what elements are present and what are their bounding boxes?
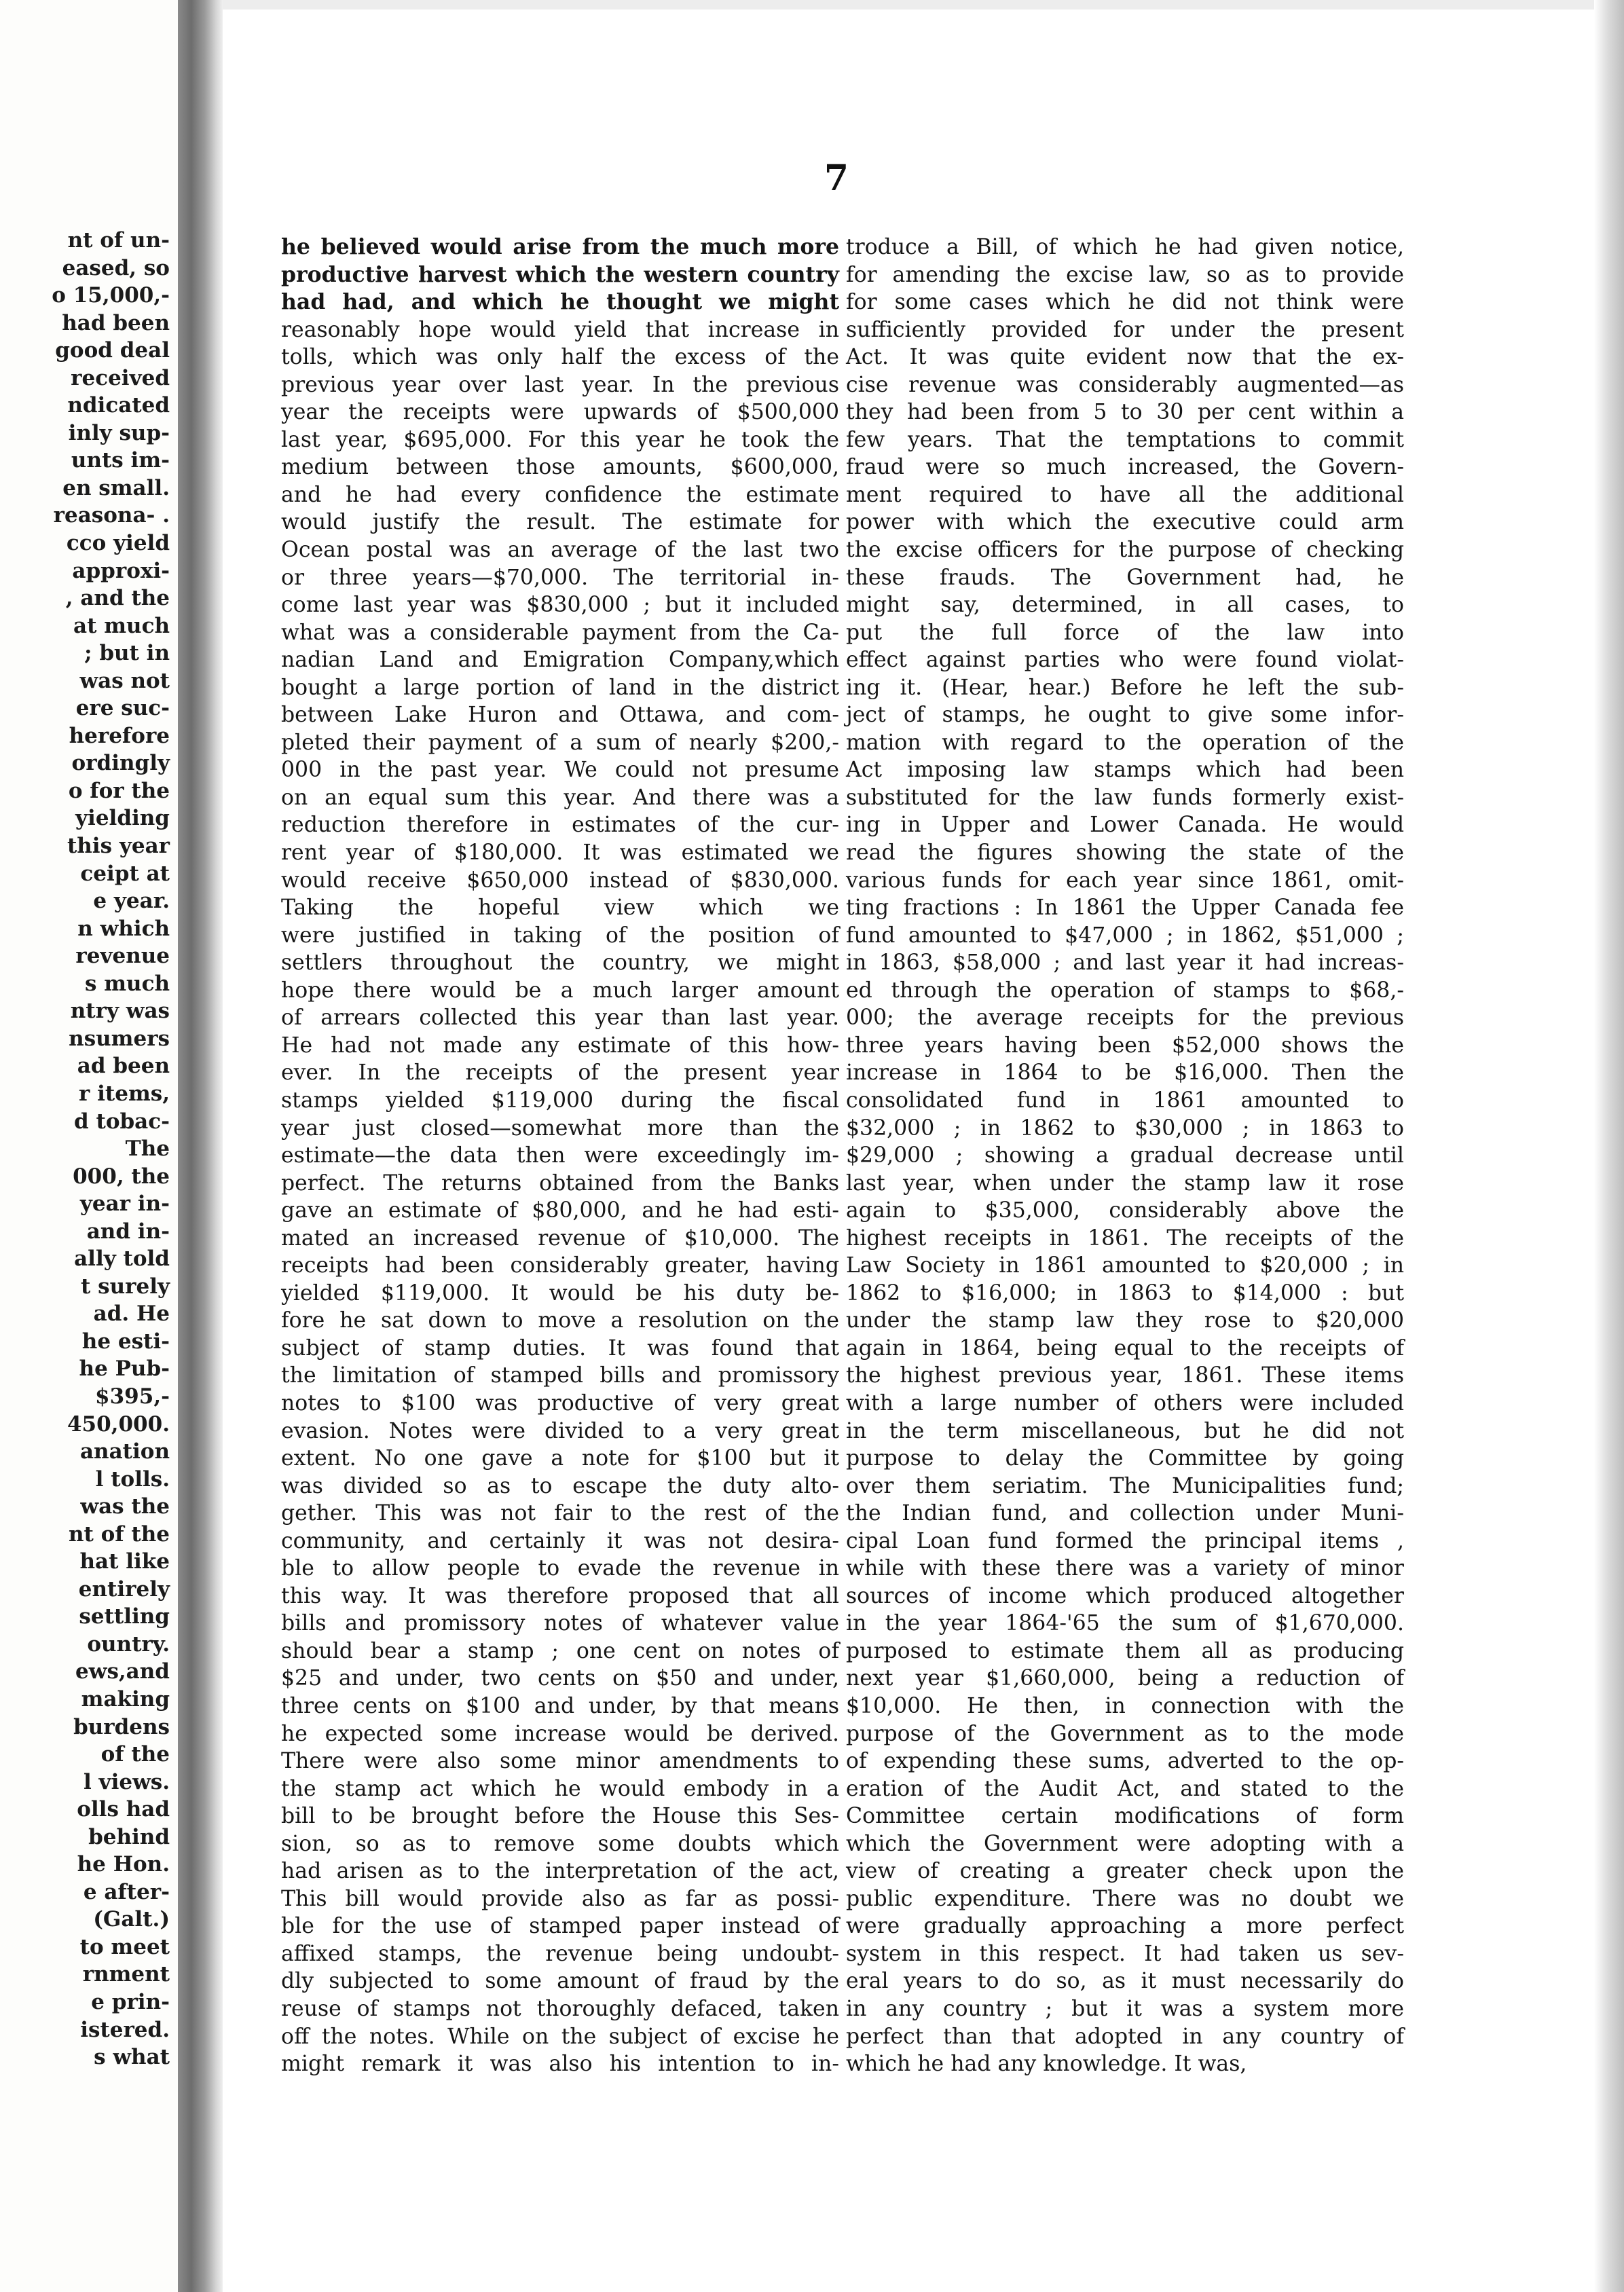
text-line: under the stamp law they rose to $20,000 [846,1308,1404,1333]
fragment-line: this year [67,834,170,859]
fragment-line: he esti- [81,1329,170,1354]
text-line: evasion. Notes were divided to a very great [281,1418,839,1443]
fragment-line: cco yield [66,531,170,556]
text-line: sufficiently provided for under the present [846,317,1404,342]
text-line: view of creating a greater check upon the [846,1859,1404,1884]
fragment-line: s much [85,971,170,996]
fragment-line: nsumers [69,1026,170,1051]
text-line: had arisen as to the interpretation of the act, [281,1859,839,1884]
fragment-line: 450,000. [67,1411,170,1437]
fragment-line: n which [77,916,170,941]
fragment-line: ntry was [70,999,170,1024]
book-gutter [178,0,223,2292]
text-line: with a large number of others were included [846,1390,1404,1416]
text-line: next year $1,660,000, being a reduction of [846,1666,1404,1691]
text-line: come last year was $830,000 ; but it included [281,593,839,618]
text-line: hope there would be a much larger amount [281,978,839,1003]
text-line: bought a large portion of land in the district [281,675,839,700]
text-line: 000; the average receipts for the previous [846,1005,1404,1031]
fragment-line: he Pub- [79,1356,170,1382]
text-line: ject of stamps, he ought to give some infor- [846,703,1404,728]
text-line: increase in 1864 to be $16,000. Then the [846,1060,1404,1086]
text-line: in the year 1864-'65 the sum of $1,670,000. [846,1611,1404,1636]
text-line: Taking the hopeful view which we [281,895,839,921]
fragment-line: revenue [75,944,170,969]
text-line: yielded $119,000. It would be his duty be- [281,1280,839,1306]
text-line: estimate—the data then were exceedingly im- [281,1143,839,1168]
fragment-line: $395,- [95,1384,170,1409]
fragment-line: making [81,1686,170,1712]
fragment-line: entirely [78,1576,170,1602]
fragment-line: burdens [73,1714,170,1739]
fragment-line: rnment [82,1962,170,1987]
text-line: nadian Land and Emigration Company,which [281,648,839,673]
fragment-line: herefore [69,723,170,748]
fragment-line: ere suc- [75,696,170,721]
fragment-line: received [71,365,170,390]
fragment-line: ceipt at [80,861,170,886]
text-line: the stamp act which he would embody in a [281,1776,839,1801]
text-line: purposed to estimate them all as producing [846,1638,1404,1663]
text-line: extent. No one gave a note for $100 but it [281,1446,839,1471]
text-line: gether. This was not fair to the rest of the [281,1501,839,1526]
text-line: these frauds. The Government had, he [846,565,1404,590]
text-line: $25 and under, two cents on $50 and under, [281,1666,839,1691]
text-line: again in 1864, being equal to the receipts of [846,1335,1404,1361]
fragment-line: ountry. [87,1631,170,1657]
fragment-line: eased, so [62,255,170,280]
text-line: bills and promissory notes of whatever value [281,1611,839,1636]
text-line: productive harvest which the western country [281,261,839,287]
text-line: he believed would arise from the much more [281,234,839,259]
text-line: troduce a Bill, of which he had given notice, [846,235,1404,259]
fragment-line: The [125,1136,170,1162]
text-line: medium between those amounts, $600,000, [281,455,839,480]
text-line: purpose to delay the Committee by going [846,1446,1404,1471]
text-line: should bear a stamp ; one cent on notes of [281,1638,839,1663]
text-line: which he had any knowledge. It was, [846,2052,1247,2077]
text-line: substituted for the law funds formerly exist- [846,785,1404,810]
text-line: sources of income which produced altogether [846,1583,1404,1608]
text-line: the limitation of stamped bills and promissory [281,1363,839,1388]
text-line: ed through the operation of stamps to $68,- [846,978,1404,1003]
text-line: highest receipts in 1861. The receipts of the [846,1225,1404,1251]
text-line: three cents on $100 and under, by that means [281,1693,839,1718]
text-line: power with which the executive could arm [846,510,1404,535]
text-line: he expected some increase would be derived. [281,1721,839,1746]
text-line: might say, determined, in all cases, to [846,593,1404,618]
text-line: again to $35,000, considerably above the [846,1198,1404,1223]
fragment-line: and in- [86,1219,170,1244]
text-line: year the receipts were upwards of $500,000 [281,400,839,425]
fragment-line: anation [79,1439,170,1464]
page-number: 7 [824,158,849,199]
text-line: cipal Loan fund formed the principal items , [846,1528,1404,1553]
text-line: mation with regard to the operation of the [846,730,1404,755]
text-line: would justify the result. The estimate for [281,510,839,535]
fragment-line: l tolls. [95,1466,170,1492]
fragment-line: at much [73,613,170,638]
text-line: three years having been $52,000 shows the [846,1033,1404,1058]
fragment-line: nt of un- [67,228,170,253]
text-line: ing in Upper and Lower Canada. He would [846,813,1404,838]
text-line: this way. It was therefore proposed that all [281,1583,839,1608]
text-line: the Indian fund, and collection under Muni- [846,1501,1404,1526]
text-line: pleted their payment of a sum of nearly $200,- [281,730,839,755]
text-line: $29,000 ; showing a gradual decrease until [846,1143,1404,1168]
text-column-right [846,234,1404,2078]
scan-edge-right [1594,0,1624,2292]
fragment-line: nt of the [68,1521,170,1547]
fragment-line: r items, [79,1081,170,1106]
text-line: what was a considerable payment from the Ca- [281,620,839,645]
fragment-line: unts im- [71,448,170,473]
text-line: effect against parties who were found violat- [846,648,1404,673]
text-line: fraud were so much increased, the Govern- [846,455,1404,480]
text-line: and he had every confidence the estimate [281,482,839,507]
text-line: ing it. (Hear, hear.) Before he left the sub- [846,675,1404,700]
text-line: off the notes. While on the subject of excise he [281,2024,839,2049]
text-line: fore he sat down to move a resolution on the [281,1308,839,1333]
text-line: stamps yielded $119,000 during the fiscal [281,1088,839,1113]
fragment-line: ews,and [75,1659,170,1684]
text-line: in the term miscellaneous, but he did not [846,1418,1404,1443]
text-line: $32,000 ; in 1862 to $30,000 ; in 1863 to [846,1115,1404,1141]
fragment-line: l views. [83,1769,170,1794]
text-line: of expending these sums, adverted to the op- [846,1749,1404,1774]
text-line: was divided so as to escape the duty alto- [281,1473,839,1498]
text-line: for some cases which he did not think were [846,290,1404,315]
fragment-line: hat like [79,1549,170,1574]
text-line: perfect. The returns obtained from the Banks [281,1170,839,1196]
fragment-line: was not [79,668,170,693]
text-line: had had, and which he thought we might [281,289,839,315]
text-line: consolidated fund in 1861 amounted to [846,1088,1404,1113]
fragment-line: e year. [93,889,170,914]
text-line: reasonably hope would yield that increase in [281,317,839,342]
text-line: last year, $695,000. For this year he took the [281,427,839,452]
text-line: the highest previous year, 1861. These items [846,1363,1404,1388]
fragment-line: s what [94,2045,170,2070]
text-line: tolls, which was only half the excess of the [281,345,839,370]
text-line: reuse of stamps not thoroughly defaced, taken [281,1997,839,2021]
text-line: eration of the Audit Act, and stated to the [846,1776,1404,1801]
text-line: or three years—$70,000. The territorial in- [281,565,839,590]
text-line: eral years to do so, as it must necessarily do [846,1969,1404,1994]
text-line: they had been from 5 to 30 per cent within a [846,400,1404,425]
text-line: year just closed—somewhat more than the [281,1115,839,1141]
fragment-line: inly sup- [68,420,170,445]
text-line: receipts had been considerably greater, having [281,1253,839,1278]
fragment-line: olls had [77,1797,170,1822]
text-line: He had not made any estimate of this how- [281,1033,839,1058]
fragment-line: reasona- . [53,503,170,528]
text-line: for amending the excise law, so as to provide [846,262,1404,287]
fragment-line: ally told [74,1246,170,1272]
text-line: dly subjected to some amount of fraud by the [281,1969,839,1994]
text-line: ble for the use of stamped paper instead of [281,1914,839,1939]
text-line: gave an estimate of $80,000, and he had esti- [281,1198,839,1223]
text-line: rent year of $180,000. It was estimated we [281,840,839,866]
text-line: notes to $100 was productive of very great [281,1390,839,1416]
fragment-line: ad been [77,1054,170,1079]
text-line: This bill would provide also as far as possi- [281,1886,839,1911]
text-line: Committee certain modifications of form [846,1804,1404,1829]
fragment-line: ; but in [84,641,170,666]
text-line: of arrears collected this year than last year. [281,1005,839,1031]
fragment-line: to meet [79,1934,170,1959]
text-line: mated an increased revenue of $10,000. The [281,1225,839,1251]
fragment-line: e prin- [91,1990,170,2014]
text-line: public expenditure. There was no doubt we [846,1886,1404,1911]
scan-edge-top [0,0,1624,10]
fragment-line: (Galt.) [93,1907,170,1932]
text-line: perfect than that adopted in any country of [846,2024,1404,2049]
text-line: affixed stamps, the revenue being undoubt- [281,1941,839,1966]
text-line: 000 in the past year. We could not presume [281,758,839,783]
text-line: fund amounted to $47,000 ; in 1862, $51,000 ; [846,923,1404,948]
text-line: community, and certainly it was not desira- [281,1528,839,1553]
fragment-line: t surely [81,1274,170,1299]
fragment-line: istered. [80,2017,170,2042]
text-line: There were also some minor amendments to [281,1749,839,1774]
fragment-line: year in- [79,1191,170,1217]
text-line: purpose of the Government as to the mode [846,1721,1404,1746]
text-line: were justified in taking of the position of [281,923,839,948]
fragment-line: approxi- [72,558,170,583]
text-line: system in this respect. It had taken us sev- [846,1941,1404,1966]
text-line: ting fractions : In 1861 the Upper Canada fee [846,895,1404,921]
text-line: sion, so as to remove some doubts which [281,1831,839,1856]
text-line: which the Government were adopting with a [846,1831,1404,1856]
text-line: on an equal sum this year. And there was a [281,785,839,810]
facing-page-fragment [0,0,178,2292]
fragment-line: o for the [68,778,170,803]
text-line: last year, when under the stamp law it rose [846,1170,1404,1196]
text-line: the excise officers for the purpose of checking [846,538,1404,563]
text-line: various funds for each year since 1861, omit- [846,868,1404,893]
fragment-line: of the [100,1742,170,1767]
text-line: Act. It was quite evident now that the ex- [846,345,1404,370]
text-line: between Lake Huron and Ottawa, and com- [281,703,839,728]
text-line: Ocean postal was an average of the last two [281,538,839,563]
text-line: settlers throughout the country, we might [281,950,839,976]
fragment-line: was the [80,1494,170,1519]
text-line: ever. In the receipts of the present year [281,1060,839,1086]
fragment-line: e after- [83,1879,170,1904]
text-line: ment required to have all the additional [846,482,1404,507]
fragment-line: en small. [62,475,170,500]
text-line: over them seriatim. The Municipalities fund; [846,1473,1404,1498]
text-line: few years. That the temptations to commit [846,427,1404,452]
fragment-line: ordingly [71,751,170,776]
fragment-line: settling [79,1604,170,1629]
fragment-line: good deal [55,338,170,363]
text-line: $10,000. He then, in connection with the [846,1693,1404,1718]
text-line: were gradually approaching a more perfect [846,1914,1404,1939]
text-line: Law Society in 1861 amounted to $20,000 ; in [846,1253,1404,1278]
text-line: cise revenue was considerably augmented—as [846,372,1404,397]
fragment-line: 000, the [73,1164,170,1189]
text-line: might remark it was also his intention to in- [281,2052,839,2077]
fragment-line: he Hon. [77,1852,170,1877]
fragment-line: behind [88,1824,170,1849]
text-line: in any country ; but it was a system more [846,1997,1404,2021]
text-line: put the full force of the law into [846,620,1404,645]
text-line: Act imposing law stamps which had been [846,758,1404,783]
text-line: previous year over last year. In the previous [281,372,839,397]
fragment-line: yielding [75,806,170,831]
fragment-line: ndicated [67,393,170,418]
text-line: bill to be brought before the House this Ses- [281,1804,839,1829]
facing-page-text [0,227,170,2071]
text-line: would receive $650,000 instead of $830,000. [281,868,839,893]
fragment-line: d tobac- [74,1109,170,1134]
fragment-line: o 15,000,- [52,283,170,308]
text-column-left [281,234,839,2078]
fragment-line: , and the [65,586,170,611]
text-line: in 1863, $58,000 ; and last year it had increas- [846,950,1404,976]
fragment-line: ad. He [93,1301,170,1327]
fragment-line: had been [62,310,170,335]
text-line: 1862 to $16,000; in 1863 to $14,000 : but [846,1280,1404,1306]
text-line: while with these there was a variety of minor [846,1556,1404,1581]
text-line: subject of stamp duties. It was found that [281,1335,839,1361]
text-line: ble to allow people to evade the revenue in [281,1556,839,1581]
text-line: reduction therefore in estimates of the cur- [281,813,839,838]
text-line: read the figures showing the state of the [846,840,1404,866]
